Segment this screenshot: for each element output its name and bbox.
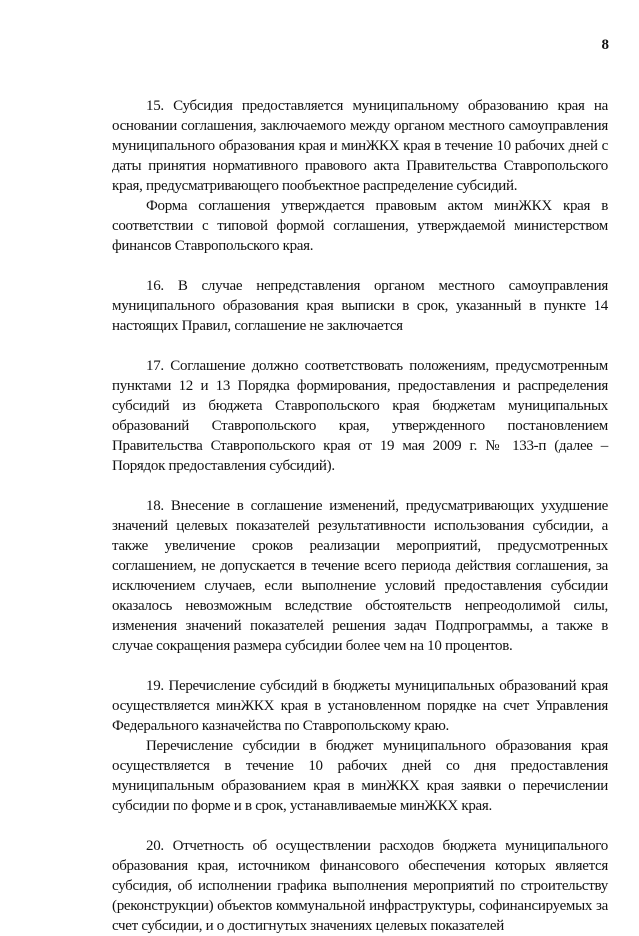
paragraph-15: 15. Субсидия предоставляется муниципальному образованию края на основании соглашения, заключаемого между органом местного самоуправления муниципального образования края и минЖКХ края в течение 10 рабочих дней с даты принятия нормативного правового акта Правительства Ставропольского края, предусматривающего пообъектное распределение субсидий.	[112, 98, 608, 194]
paragraph-19: 19. Перечисление субсидий в бюджеты муниципальных образований края осуществляется минЖКХ края в установленном порядке на счет Управления Федерального казначейства по Ставропольскому краю.	[112, 678, 608, 734]
paragraph-20: 20. Отчетность об осуществлении расходов бюджета муниципального образования края, источником финансового обеспечения которых является субсидия, об исполнении графика выполнения мероприятий по строительству (реконструкции) объектов коммунальной инфраструктуры, софинансируемых за счет субсидии, и о достигнутых значениях целевых показателей	[112, 838, 608, 934]
document-body	[112, 96, 608, 936]
paragraph-18: 18. Внесение в соглашение изменений, предусматривающих ухудшение значений целевых показателей результативности использования субсидии, а также увеличение сроков реализации мероприятий, предусмотренных соглашением, не допускается в течение всего периода действия соглашения, за исключением случаев, если выполнение условий предоставления субсидии оказалось невозможным вследствие обстоятельств непреодолимой силы, изменения значений показателей решения задач Подпрограммы, а также в случае сокращения размера субсидии более чем на 10 процентов.	[112, 498, 608, 654]
paragraph-16: 16. В случае непредставления органом местного самоуправления муниципального образования края выписки в срок, указанный в пункте 14 настоящих Правил, соглашение не заключается	[112, 278, 608, 334]
paragraph-15-form: Форма соглашения утверждается правовым актом минЖКХ края в соответствии с типовой формой соглашения, утверждаемой министерством финансов Ставропольского края.	[112, 198, 608, 254]
page-number: 8	[601, 37, 609, 53]
paragraph-19-transfer: Перечисление субсидии в бюджет муниципального образования края осуществляется в течение 10 рабочих дней со дня предоставления муниципальным образованием края в минЖКХ края заявки о перечислении субсидии по форме и в срок, устанавливаемые минЖКХ края.	[112, 738, 608, 814]
paragraph-17: 17. Соглашение должно соответствовать положениям, предусмотренным пунктами 12 и 13 Порядка формирования, предоставления и распределения субсидий из бюджета Ставропольского края бюджетам муниципальных образований Ставропольского края, утвержденного постановлением Правительства Ставропольского края от 19 мая 2009 г. № 133-п (далее – Порядок предоставления субсидий).	[112, 358, 608, 474]
